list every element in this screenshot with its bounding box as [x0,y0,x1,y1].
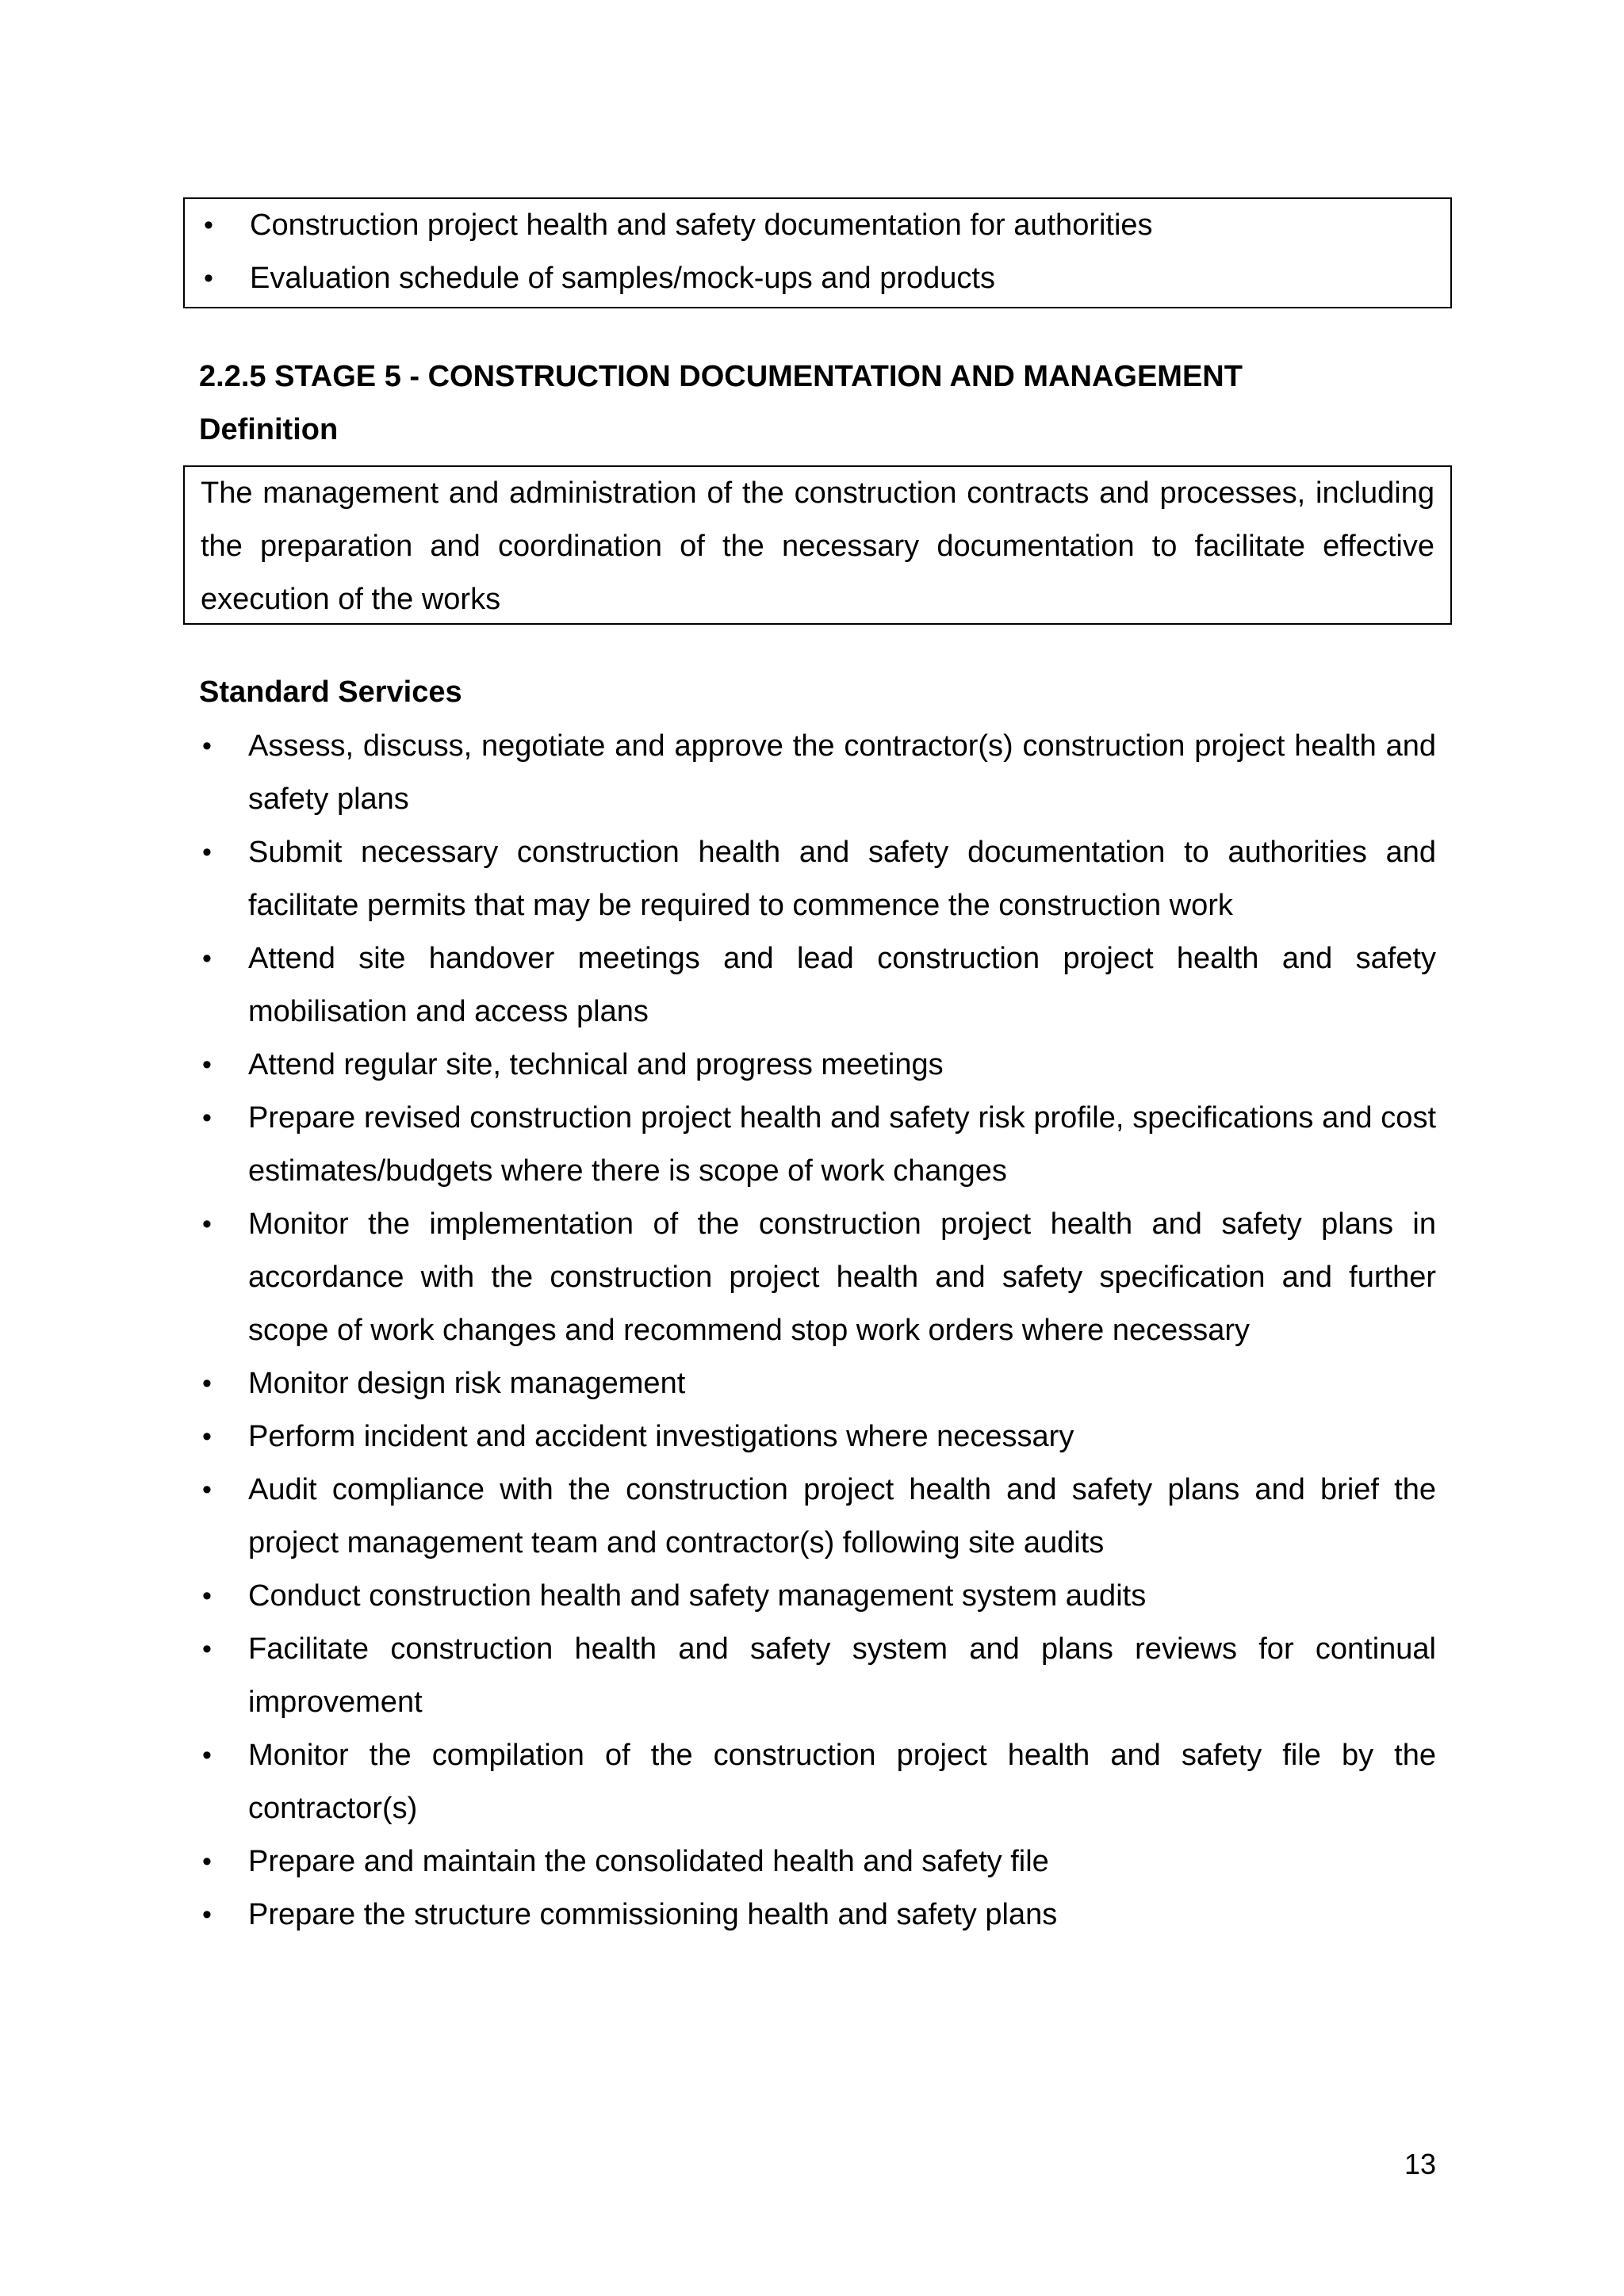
definition-text: The management and administration of the construction contracts and processes, including the preparation and coordination of the necessary documentation to facilitate effective execution of the works [201,476,1434,616]
deliverables-list [201,199,1434,305]
list-item: • Assess, discuss, negotiate and approve the contractor(s) construction project health and safety plans [199,720,1436,826]
definition-label: Definition [199,413,339,446]
page-number: 13 [1404,2148,1436,2180]
list-item: • Attend regular site, technical and progress meetings [199,1039,1436,1092]
list-item: • Attend site handover meetings and lead construction project health and safety mobilisation and access plans [199,932,1436,1039]
list-item: • Monitor the compilation of the construction project health and safety file by the contractor(s) [199,1729,1436,1835]
standard-services-label: Standard Services [199,675,462,709]
list-item: • Monitor design risk management [199,1357,1436,1410]
list-item: • Perform incident and accident investigations where necessary [199,1410,1436,1464]
standard-services-list [199,720,1436,1942]
definition-box [183,465,1452,625]
list-item: • Prepare revised construction project health and safety risk profile, specifications and cost estimates/budgets where there is scope of work changes [199,1092,1436,1198]
list-item: • Audit compliance with the construction project health and safety plans and brief the project management team and contractor(s) following site audits [199,1464,1436,1570]
list-item: • Submit necessary construction health and safety documentation to authorities and facilitate permits that may be required to commence the construction work [199,826,1436,932]
list-item: • Monitor the implementation of the construction project health and safety plans in accordance with the construction project health and safety specification and further scope of work changes and recommend stop work orders where necessary [199,1198,1436,1357]
section-heading: 2.2.5 STAGE 5 - CONSTRUCTION DOCUMENTATION AND MANAGEMENT [199,360,1243,393]
list-item: • Facilitate construction health and safety system and plans reviews for continual improvement [199,1623,1436,1729]
list-item: • Conduct construction health and safety management system audits [199,1570,1436,1623]
list-item: • Construction project health and safety documentation for authorities [201,199,1434,252]
deliverables-box [183,197,1452,308]
list-item: • Evaluation schedule of samples/mock-ups and products [201,252,1434,305]
list-item: • Prepare the structure commissioning health and safety plans [199,1888,1436,1942]
standard-services [199,720,1436,1942]
list-item: • Prepare and maintain the consolidated health and safety file [199,1835,1436,1888]
